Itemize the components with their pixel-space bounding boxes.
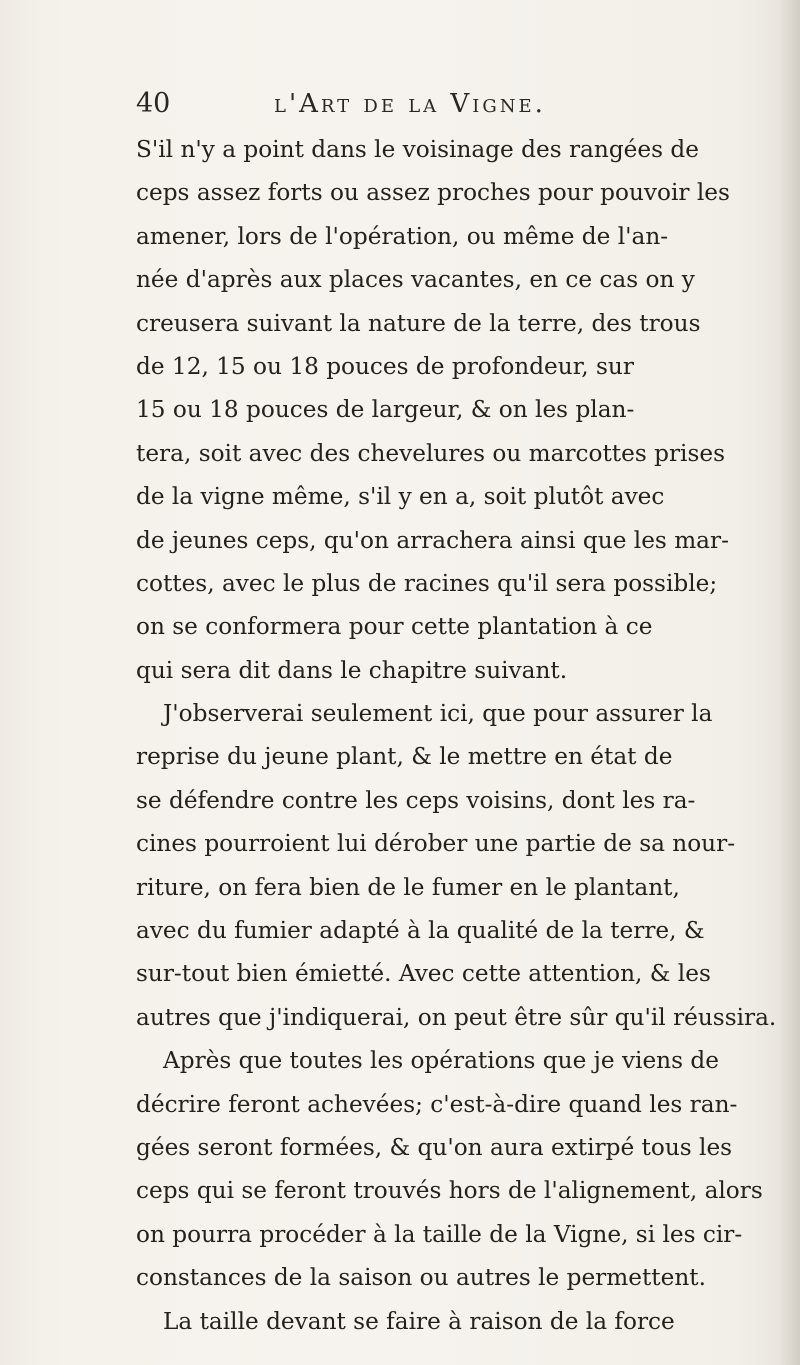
- text-line: qui sera dit dans le chapitre suivant.: [136, 656, 568, 684]
- text-line: ceps qui se feront trouvés hors de l'alignement, alors: [136, 1177, 763, 1205]
- page-header: [136, 84, 736, 124]
- text-line: La taille devant se faire à raison de la force: [163, 1307, 675, 1335]
- text-line: de la vigne même, s'il y en a, soit plutôt avec: [136, 483, 665, 511]
- text-line: S'il n'y a point dans le voisinage des rangées de: [136, 136, 699, 163]
- text-line: autres que j'indiquerai, on peut être sûr qu'il réussira.: [136, 1003, 777, 1031]
- text-line: née d'après aux places vacantes, en ce cas on y: [136, 266, 695, 294]
- text-line: constances de la saison ou autres le permettent.: [136, 1264, 706, 1292]
- text-line: J'observerai seulement ici, que pour assurer la: [163, 700, 713, 728]
- text-line: ceps assez forts ou assez proches pour pouvoir les: [136, 179, 730, 207]
- text-line: riture, on fera bien de le fumer en le plantant,: [136, 873, 680, 901]
- text-line: de 12, 15 ou 18 pouces de profondeur, sur: [136, 352, 634, 380]
- body-text: [136, 128, 777, 1343]
- text-line: creusera suivant la nature de la terre, des trous: [136, 309, 701, 337]
- text-line: gées seront formées, & qu'on aura extirpé tous les: [136, 1133, 733, 1161]
- text-line: sur-tout bien émietté. Avec cette attention, & les: [136, 960, 711, 988]
- text-line: on se conformera pour cette plantation à ce: [136, 613, 653, 641]
- text-line: tera, soit avec des chevelures ou marcottes prises: [136, 439, 725, 467]
- text-line: de jeunes ceps, qu'on arrachera ainsi que les mar-: [136, 526, 729, 554]
- page-edge-shadow: [778, 0, 800, 1365]
- text-line: cines pourroient lui dérober une partie de sa nour-: [136, 830, 736, 858]
- text-line: reprise du jeune plant, & le mettre en état de: [136, 743, 673, 771]
- text-line: se défendre contre les ceps voisins, dont les ra-: [136, 786, 696, 814]
- text-line: cottes, avec le plus de racines qu'il sera possible;: [136, 569, 718, 597]
- page-number: 40: [136, 88, 171, 119]
- text-line: avec du fumier adapté à la qualité de la terre, &: [136, 917, 705, 945]
- text-line: décrire feront achevées; c'est-à-dire quand les ran-: [136, 1090, 738, 1118]
- text-line: 15 ou 18 pouces de largeur, & on les plan-: [136, 396, 635, 424]
- text-line: amener, lors de l'opération, ou même de l'an-: [136, 222, 669, 250]
- running-title: l'Art de la Vigne.: [274, 89, 546, 119]
- text-line: on pourra procéder à la taille de la Vigne, si les cir-: [136, 1220, 743, 1248]
- text-line: Après que toutes les opérations que je viens de: [163, 1047, 719, 1075]
